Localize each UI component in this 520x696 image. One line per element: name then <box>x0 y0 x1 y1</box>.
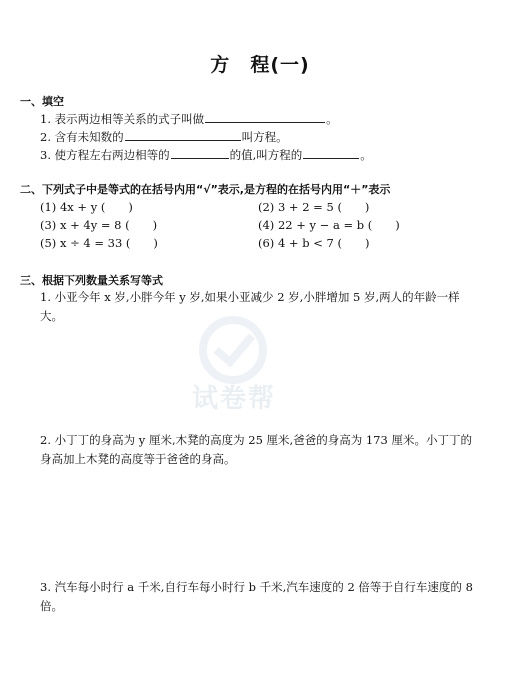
section2-heading: 二、下列式子中是等式的在括号内用“√”表示,是方程的在括号内用“＋”表示 <box>20 183 391 196</box>
answer-blank[interactable] <box>303 146 359 159</box>
equation-item-1: (1) 4x + y ( ) <box>40 200 133 214</box>
word-problem-1: 1. 小亚今年 x 岁,小胖今年 y 岁,如果小亚减少 2 岁,小胖增加 5 岁,两人的年龄一样大。 <box>40 290 460 323</box>
equation-item-2: (2) 3 + 2 = 5 ( ) <box>258 200 370 214</box>
answer-blank[interactable] <box>125 128 241 141</box>
watermark-text: 试卷帮 <box>192 384 277 414</box>
section3-heading: 三、根据下列数量关系写等式 <box>20 274 163 287</box>
answer-blank[interactable] <box>171 146 229 159</box>
section1-heading: 一、填空 <box>20 95 64 108</box>
title-part-2: 程(一) <box>250 54 310 76</box>
answer-blank[interactable] <box>205 110 325 123</box>
page-title <box>0 50 520 77</box>
equation-item-4: (4) 22 + y − a = b ( ) <box>258 218 400 232</box>
fill-item-2: 2. 含有未知数的 叫方程。 <box>40 130 288 144</box>
fill-item-1: 1. 表示两边相等关系的式子叫做 。 <box>40 112 338 126</box>
equation-item-3: (3) x + 4y = 8 ( ) <box>40 218 158 232</box>
equation-item-5: (5) x ÷ 4 = 33 ( ) <box>40 236 158 250</box>
fill-item-3: 3. 使方程左右两边相等的 的值,叫方程的 。 <box>40 148 372 162</box>
title-part-1: 方 <box>210 54 231 76</box>
equation-item-6: (6) 4 + b < 7 ( ) <box>258 236 370 250</box>
word-problem-2: 2. 小丁丁的身高为 y 厘米,木凳的高度为 25 厘米,爸爸的身高为 173 厘米。小丁丁的身高加上木凳的高度等于爸爸的身高。 <box>40 433 472 466</box>
word-problem-3: 3. 汽车每小时行 a 千米,自行车每小时行 b 千米,汽车速度的 2 倍等于自行车速度的 8 倍。 <box>40 580 473 613</box>
